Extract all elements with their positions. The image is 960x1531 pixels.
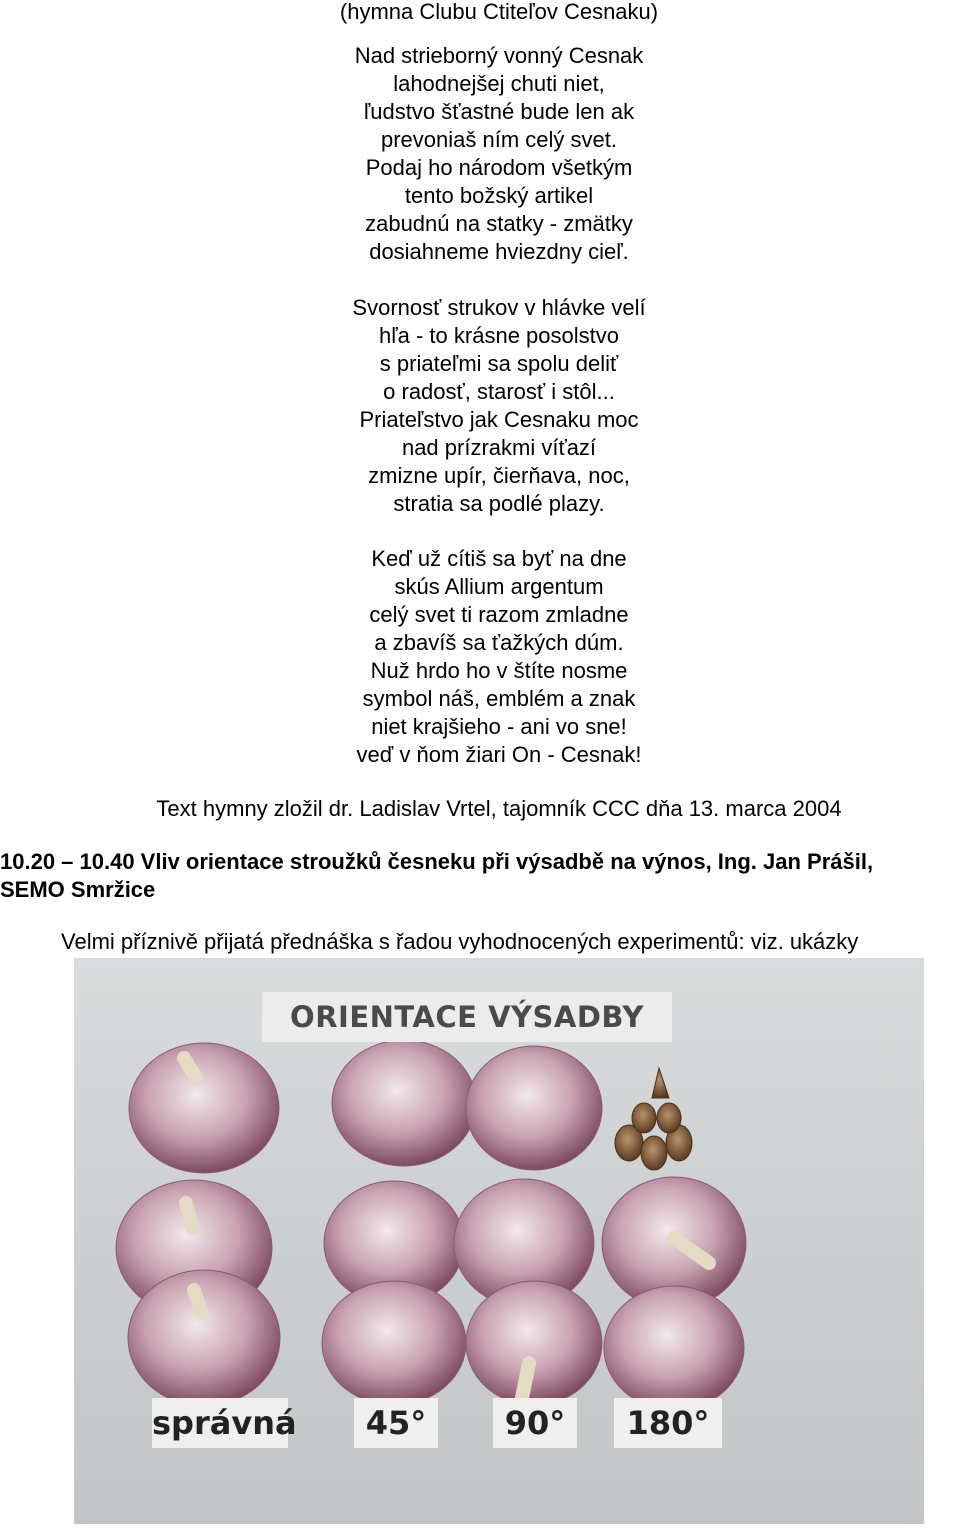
garlic-bulb xyxy=(332,1040,476,1166)
hymn-credit: Text hymny zložil dr. Ladislav Vrtel, tajomník CCC dňa 13. marca 2004 xyxy=(156,796,842,821)
garlic-orientation-photo xyxy=(74,958,924,1524)
garlic-bulb xyxy=(128,1270,280,1406)
poem-line: Priateľstvo jak Cesnaku moc xyxy=(359,407,639,432)
poem-line: Nad strieborný vonný Cesnak xyxy=(354,43,644,68)
garlic-bulb xyxy=(466,1046,602,1170)
garlic-bulb xyxy=(604,1286,744,1410)
garlic-bulb xyxy=(129,1043,279,1173)
hymn-subtitle: (hymna Clubu Ctiteľov Cesnaku) xyxy=(339,0,659,24)
poem-line: nad prízrakmi víťazí xyxy=(401,435,597,460)
garlic-bulb xyxy=(466,1281,602,1405)
poem-line: Nuž hrdo ho v štíte nosme xyxy=(370,658,628,683)
angle-label: 180° xyxy=(614,1398,722,1448)
poem-line: ľudstvo šťastné bude len ak xyxy=(363,99,635,124)
poem-line: skús Allium argentum xyxy=(394,574,604,599)
poem-line: tento božský artikel xyxy=(404,183,594,208)
angle-label: správná xyxy=(152,1398,288,1448)
poem-stanza xyxy=(0,42,960,266)
poem-line: s priateľmi sa spolu deliť xyxy=(379,351,619,376)
lecture-note: Velmi příznivě přijatá přednáška s řadou vyhodnocených experimentů: viz. ukázky xyxy=(61,929,859,954)
poem-line: o radosť, starosť i stôl... xyxy=(383,379,615,404)
poem-line: lahodnejšej chuti niet, xyxy=(393,71,605,96)
garlic-bulb xyxy=(322,1281,466,1405)
row-1 xyxy=(129,1040,602,1173)
poem-line: stratia sa podlé plazy. xyxy=(393,491,605,516)
agenda-item xyxy=(0,848,960,904)
poem-line: dosiahneme hviezdny cieľ. xyxy=(369,239,629,264)
poem-line: Podaj ho národom všetkým xyxy=(365,155,633,180)
angle-label: 45° xyxy=(354,1398,438,1448)
poem-line: a zbavíš sa ťažkých dúm. xyxy=(374,630,624,655)
poem-line: symbol náš, emblém a znak xyxy=(362,686,636,711)
poem-stanza xyxy=(0,294,960,518)
poem-line: zmizne upír, čierňava, noc, xyxy=(368,463,630,488)
photo-title: ORIENTACE VÝSADBY xyxy=(262,992,672,1042)
poem-line: Svornosť strukov v hlávke velí xyxy=(352,295,646,320)
poem-line: veď v ňom žiari On - Cesnak! xyxy=(356,742,642,767)
poem-line: prevoniaš ním celý svet. xyxy=(381,127,617,152)
poem-stanza xyxy=(0,545,960,769)
poem-line: hľa - to krásne posolstvo xyxy=(379,323,619,348)
shallot-cluster xyxy=(615,1068,692,1170)
poem-line: Keď už cítiš sa byť na dne xyxy=(371,546,627,571)
poem-line: niet krajšieho - ani vo sne! xyxy=(371,714,627,739)
agenda-item-organization: SEMO Smržice xyxy=(0,877,156,902)
angle-label: 90° xyxy=(493,1398,577,1448)
poem-line: zabudnú na statky - zmätky xyxy=(365,211,633,236)
poem-line: celý svet ti razom zmladne xyxy=(369,602,629,627)
agenda-item-title: 10.20 – 10.40 Vliv orientace stroužků česneku při výsadbě na výnos, Ing. Jan Prášil, xyxy=(0,849,874,874)
